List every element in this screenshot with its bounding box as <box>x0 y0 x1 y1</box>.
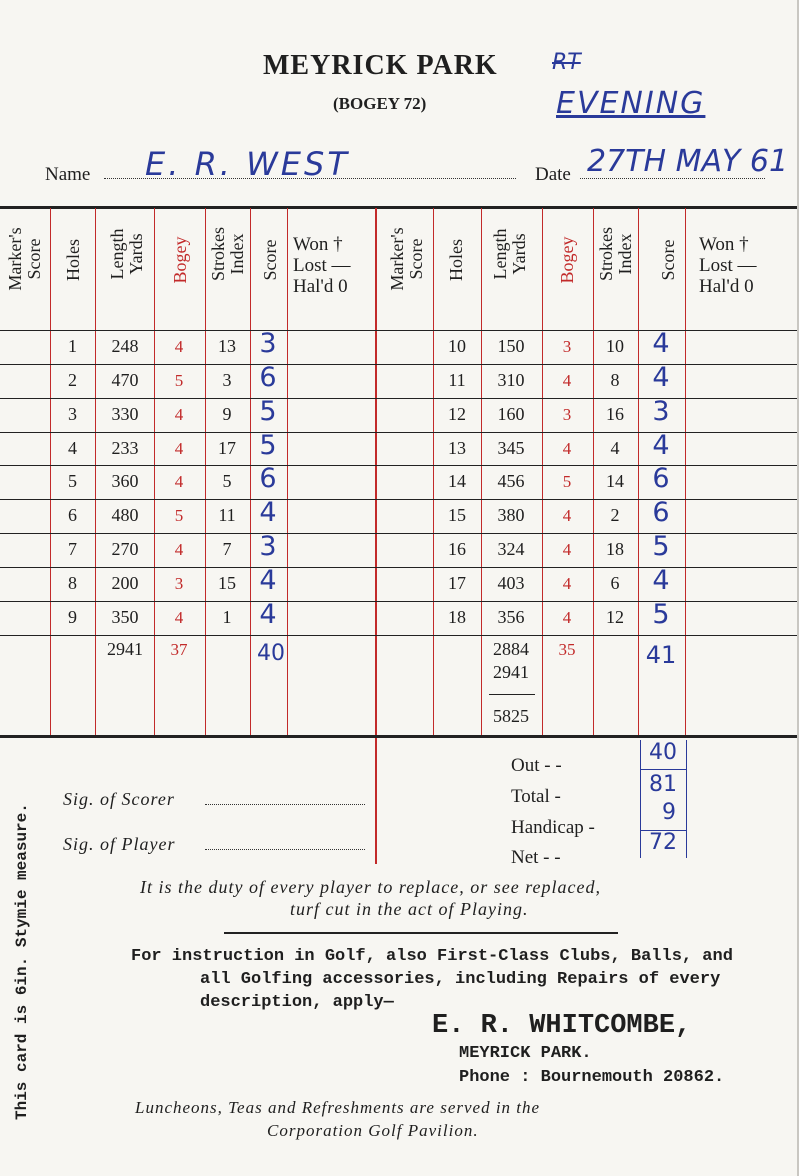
hole-bogey: 4 <box>174 337 184 356</box>
hole-yards: 360 <box>111 471 139 491</box>
hole-number: 12 <box>448 404 466 424</box>
hole-yards: 356 <box>497 607 525 627</box>
session-handwriting: EVENING <box>556 86 706 121</box>
column-rule <box>685 208 686 735</box>
hole-number: 14 <box>448 471 466 491</box>
hole-yards: 270 <box>111 539 139 559</box>
sig-player-line <box>205 849 365 850</box>
summary-total-label: Total - <box>511 786 561 807</box>
hole-bogey: 4 <box>562 439 572 458</box>
hole-score: 4 <box>652 362 670 393</box>
summary-net-value: 72 <box>649 830 677 855</box>
header-length-yards: Length Yards <box>107 228 146 280</box>
hole-number: 17 <box>448 573 466 593</box>
front-total-score: 40 <box>257 641 285 666</box>
hole-bogey: 4 <box>562 574 572 593</box>
hole-strokes-index: 12 <box>606 607 624 627</box>
hole-score: 6 <box>259 362 277 393</box>
stymie-side-note: This card is 6in. Stymie measure. <box>13 803 31 1120</box>
hole-strokes-index: 3 <box>222 370 232 390</box>
footer-rule <box>224 932 618 934</box>
hole-score: 4 <box>259 565 277 596</box>
date-label: Date <box>535 164 571 185</box>
header-bogey: Bogey <box>170 236 190 284</box>
hole-number: 15 <box>448 505 466 525</box>
sig-scorer-label: Sig. of Scorer <box>63 789 175 809</box>
hole-yards: 150 <box>497 336 525 356</box>
hole-bogey: 4 <box>174 439 184 458</box>
hole-number: 16 <box>448 539 466 559</box>
hole-bogey: 5 <box>174 371 184 390</box>
summary-handicap-value: 9 <box>662 800 676 825</box>
hole-yards: 324 <box>497 539 525 559</box>
hole-bogey: 5 <box>562 472 572 491</box>
hole-strokes-index: 14 <box>606 471 624 491</box>
hole-yards: 345 <box>497 438 525 458</box>
pro-phone: Phone : Bournemouth 20862. <box>459 1068 725 1087</box>
player-name: E. R. WEST <box>145 145 350 183</box>
lunch-text-2: Corporation Golf Pavilion. <box>267 1121 479 1140</box>
hole-bogey: 5 <box>174 506 184 525</box>
hole-strokes-index: 1 <box>222 607 232 627</box>
row-rule <box>0 635 797 636</box>
hole-score: 5 <box>259 396 277 427</box>
hole-score: 4 <box>652 328 670 359</box>
header-score-back: Score <box>658 239 678 281</box>
hole-number: 9 <box>68 607 77 627</box>
hole-score: 6 <box>652 463 670 494</box>
summary-out-label: Out - - <box>511 755 562 776</box>
hole-number: 1 <box>68 336 77 356</box>
hole-bogey: 4 <box>562 540 572 559</box>
hole-yards: 456 <box>497 471 525 491</box>
hole-number: 8 <box>68 573 77 593</box>
hole-yards: 380 <box>497 505 525 525</box>
hole-score: 3 <box>259 328 277 359</box>
hole-number: 13 <box>448 438 466 458</box>
back-total-yards-in: 2884 <box>493 639 529 659</box>
yards-sum-rule <box>489 694 535 695</box>
header-bogey-back: Bogey <box>557 236 577 284</box>
hole-score: 4 <box>259 497 277 528</box>
duty-text-1: It is the duty of every player to replace, or see replaced, <box>140 877 602 897</box>
hole-score: 5 <box>652 599 670 630</box>
instruction-text-1: For instruction in Golf, also First-Class Clubs, Balls, and <box>131 947 733 966</box>
hole-yards: 470 <box>111 370 139 390</box>
hole-number: 4 <box>68 438 77 458</box>
summary-handicap-label: Handicap - <box>511 817 595 838</box>
hole-bogey: 4 <box>174 608 184 627</box>
hole-yards: 310 <box>497 370 525 390</box>
front-total-bogey: 37 <box>170 640 188 659</box>
header-holes: Holes <box>63 239 83 281</box>
pro-name: E. R. WHITCOMBE, <box>432 1011 692 1041</box>
date-value: 27TH MAY 61 <box>587 144 789 179</box>
hole-strokes-index: 16 <box>606 404 624 424</box>
header-marker-score-back: Marker's Score <box>387 227 426 291</box>
hole-number: 7 <box>68 539 77 559</box>
hole-strokes-index: 15 <box>218 573 236 593</box>
hole-number: 2 <box>68 370 77 390</box>
hole-strokes-index: 6 <box>610 573 620 593</box>
struck-handwriting: RT <box>552 50 581 75</box>
back-total-yards-out: 2941 <box>493 662 529 682</box>
bogey-label: (BOGEY 72) <box>333 94 427 113</box>
hole-number: 6 <box>68 505 77 525</box>
summary-box-line-1 <box>640 769 686 770</box>
hole-strokes-index: 18 <box>606 539 624 559</box>
signature-divider <box>375 738 377 864</box>
hole-yards: 480 <box>111 505 139 525</box>
hole-yards: 160 <box>497 404 525 424</box>
hole-strokes-index: 11 <box>218 505 236 525</box>
hole-score: 3 <box>652 396 670 427</box>
hole-score: 5 <box>652 531 670 562</box>
hole-yards: 248 <box>111 336 139 356</box>
header-marker-score: Marker's Score <box>5 227 44 291</box>
header-length-yards-back: Length Yards <box>490 228 529 280</box>
duty-text-2: turf cut in the act of Playing. <box>290 899 529 919</box>
hole-strokes-index: 4 <box>610 438 620 458</box>
hole-strokes-index: 5 <box>222 471 232 491</box>
hole-score: 6 <box>652 497 670 528</box>
hole-bogey: 4 <box>174 540 184 559</box>
hole-number: 3 <box>68 404 77 424</box>
back-total-score: 41 <box>645 641 677 669</box>
hole-score: 4 <box>652 430 670 461</box>
hole-bogey: 4 <box>562 608 572 627</box>
hole-bogey: 4 <box>562 506 572 525</box>
hole-yards: 350 <box>111 607 139 627</box>
header-holes-back: Holes <box>446 239 466 281</box>
hole-number: 5 <box>68 471 77 491</box>
hole-bogey: 4 <box>174 405 184 424</box>
summary-out-value: 40 <box>649 740 677 765</box>
hole-score: 6 <box>259 463 277 494</box>
hole-strokes-index: 7 <box>222 539 232 559</box>
summary-net-label: Net - - <box>511 847 561 868</box>
hole-strokes-index: 17 <box>218 438 236 458</box>
header-won-lost: Won † Lost — Hal'd 0 <box>293 234 351 297</box>
hole-strokes-index: 2 <box>610 505 620 525</box>
hole-strokes-index: 8 <box>610 370 620 390</box>
hole-number: 10 <box>448 336 466 356</box>
hole-score: 5 <box>259 430 277 461</box>
hole-bogey: 4 <box>562 371 572 390</box>
name-label: Name <box>45 164 91 185</box>
hole-number: 11 <box>448 370 466 390</box>
column-rule <box>375 208 377 735</box>
back-total-bogey: 35 <box>558 640 576 659</box>
hole-strokes-index: 10 <box>606 336 624 356</box>
summary-total-value: 81 <box>649 772 677 797</box>
hole-strokes-index: 13 <box>218 336 236 356</box>
back-total-yards: 5825 <box>493 706 529 726</box>
hole-bogey: 3 <box>562 405 572 424</box>
hole-score: 3 <box>259 531 277 562</box>
hole-yards: 233 <box>111 438 139 458</box>
header-strokes-index: Strokes Index <box>208 227 247 281</box>
header-won-lost-back: Won † Lost — Hal'd 0 <box>699 234 757 297</box>
hole-yards: 200 <box>111 573 139 593</box>
page-title: MEYRICK PARK <box>263 50 498 81</box>
hole-yards: 330 <box>111 404 139 424</box>
sig-player-label: Sig. of Player <box>63 834 176 854</box>
header-strokes-index-back: Strokes Index <box>596 227 635 281</box>
hole-bogey: 4 <box>174 472 184 491</box>
front-total-yards: 2941 <box>107 639 143 659</box>
hole-number: 18 <box>448 607 466 627</box>
sig-scorer-line <box>205 804 365 805</box>
hole-score: 4 <box>652 565 670 596</box>
hole-bogey: 3 <box>562 337 572 356</box>
hole-bogey: 3 <box>174 574 184 593</box>
hole-strokes-index: 9 <box>222 404 232 424</box>
header-score: Score <box>260 239 280 281</box>
instruction-text-2: all Golfing accessories, including Repairs of every <box>200 970 721 989</box>
instruction-text-3: description, apply— <box>200 993 394 1012</box>
pro-place: MEYRICK PARK. <box>459 1044 592 1063</box>
hole-yards: 403 <box>497 573 525 593</box>
lunch-text-1: Luncheons, Teas and Refreshments are served in the <box>135 1098 541 1117</box>
hole-score: 4 <box>259 599 277 630</box>
table-bottom-rule <box>0 735 797 738</box>
